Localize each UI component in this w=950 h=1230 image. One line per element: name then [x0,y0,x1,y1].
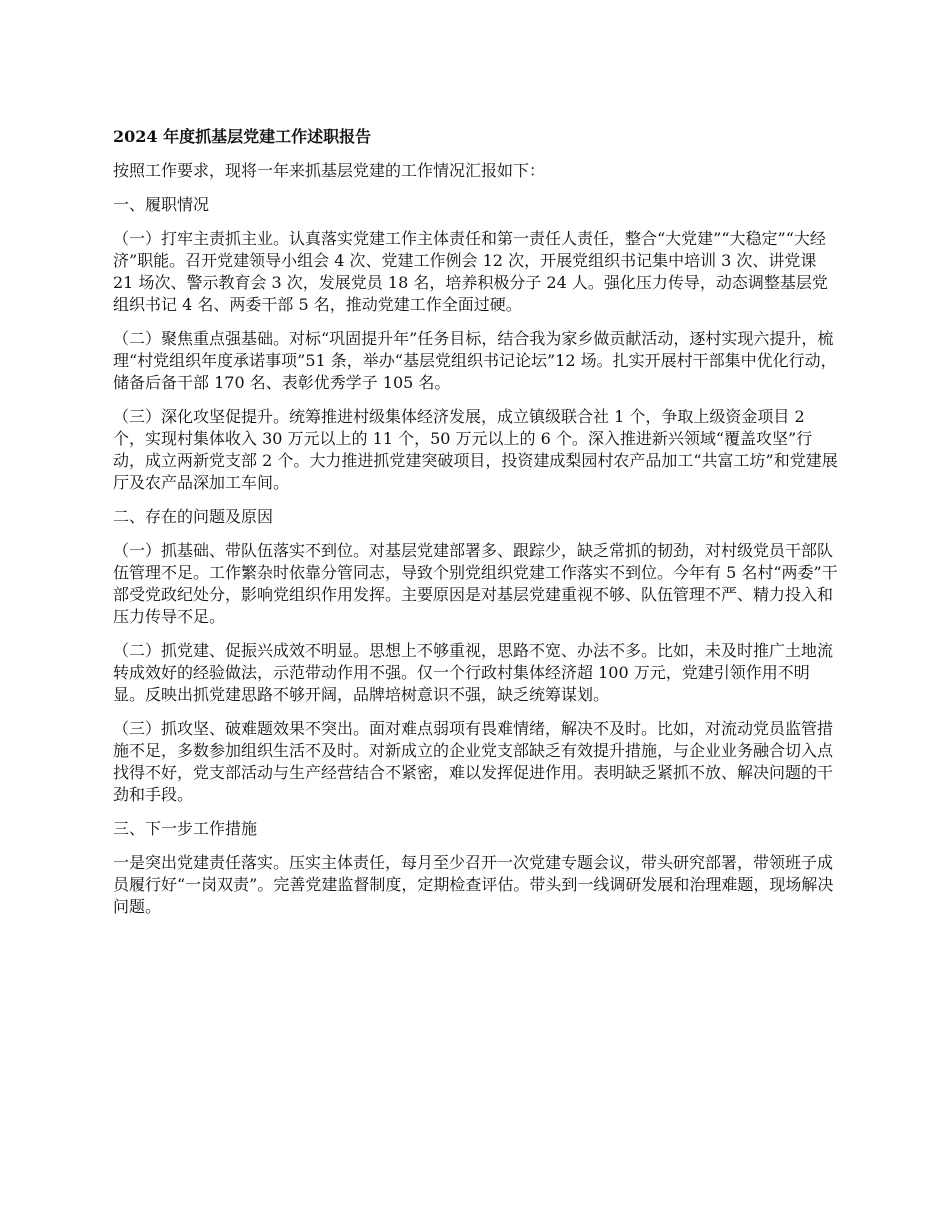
intro-paragraph: 按照工作要求，现将一年来抓基层党建的工作情况汇报如下： [113,161,546,180]
section-1-paragraph-1: （一）打牢主责抓主业。认真落实党建工作主体责任和第一责任人责任，整合“大党建”“大稳定”“大经济”职能。召开党建领导小组会 4 次、党建工作例会 12 次，开展党组织书记集中培训 3 次、讲党课 21 场次、警示教育会 3 次，发展党员 18 名，培养积极分子 24 人。强化压力传导，动态调整基层党组织书记 4 名、两委干部 5 名，推动党建工作全面过硬。 [113,229,828,314]
section-3-heading: 三、下一步工作措施 [113,819,258,838]
section-2-paragraph-1: （一）抓基础、带队伍落实不到位。对基层党建部署多、跟踪少，缺乏常抓的韧劲，对村级党员干部队伍管理不足。工作繁杂时依靠分管同志，导致个别党组织党建工作落实不到位。今年有 5 名村“两委”干部受党政纪处分，影响党组织作用发挥。主要原因是对基层党建重视不够、队伍管理不严、精力投入和压力传导不足。 [113,541,838,626]
section-1-paragraph-2: （二）聚焦重点强基础。对标“巩固提升年”任务目标，结合我为家乡做贡献活动，逐村实现六提升，梳理“村党组织年度承诺事项”51 条，举办“基层党组织书记论坛”12 场。扎实开展村干部集中优化行动，储备后备干部 170 名、表彰优秀学子 105 名。 [113,329,837,392]
section-2-paragraph-2: （二）抓党建、促振兴成效不明显。思想上不够重视，思路不宽、办法不多。比如，未及时推广土地流转成效好的经验做法，示范带动作用不强。仅一个行政村集体经济超 100 万元，党建引领作用不明显。反映出抓党建思路不够开阔，品牌培树意识不强，缺乏统筹谋划。 [113,641,834,704]
section-3-paragraph-1: 一是突出党建责任落实。压实主体责任，每月至少召开一次党建专题会议，带头研究部署，带领班子成员履行好“一岗双责”。完善党建监督制度，定期检查评估。带头到一线调研发展和治理难题，现场解决问题。 [113,853,834,916]
document-page [113,126,841,930]
section-1-heading: 一、履职情况 [113,195,210,214]
document-title: 2024 年度抓基层党建工作述职报告 [113,127,372,146]
section-2-paragraph-3: （三）抓攻坚、破难题效果不突出。面对难点弱项有畏难情绪，解决不及时。比如，对流动党员监管措施不足，多数参加组织生活不及时。对新成立的企业党支部缺乏有效提升措施，与企业业务融合切入点找得不好，党支部活动与生产经营结合不紧密，难以发挥促进作用。表明缺乏紧抓不放、解决问题的干劲和手段。 [113,719,834,804]
section-2-heading: 二、存在的问题及原因 [113,507,274,526]
section-1-paragraph-3: （三）深化攻坚促提升。统筹推进村级集体经济发展，成立镇级联合社 1 个，争取上级资金项目 2 个，实现村集体收入 30 万元以上的 11 个，50 万元以上的 6 个。深入推进新兴领域“覆盖攻坚”行动，成立两新党支部 2 个。大力推进抓党建突破项目，投资建成梨园村农产品加工“共富工坊”和党建展厅及农产品深加工车间。 [113,407,838,492]
